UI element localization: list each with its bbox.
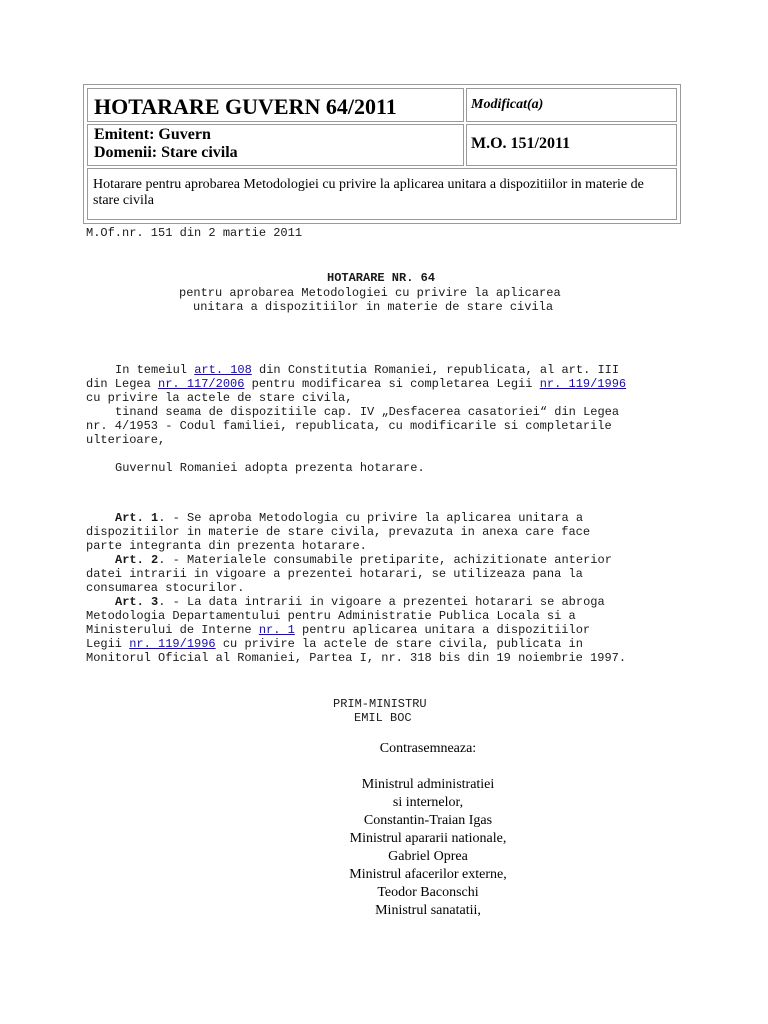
- link-lege-117-2006[interactable]: nr. 117/2006: [158, 377, 245, 391]
- signature-line: Constantin-Traian Igas: [363, 813, 493, 828]
- signature-line: Ministrul afacerilor externe,: [349, 867, 507, 882]
- link-art-108[interactable]: art. 108: [194, 363, 252, 377]
- modified-cell: [466, 88, 677, 122]
- link-lege-119-1996-b[interactable]: nr. 119/1996: [129, 637, 216, 651]
- article-3-line-3: [86, 623, 590, 637]
- header-table: [83, 84, 681, 224]
- article-2-line-3: consumarea stocurilor.: [86, 581, 245, 595]
- link-lege-119-1996[interactable]: nr. 119/1996: [539, 377, 627, 391]
- text: In temeiul: [115, 363, 195, 377]
- preamble-line-6: ulterioare,: [86, 433, 166, 447]
- article-3-line-2: Metodologia Departamentului pentru Administratie Publica Locala si a: [86, 609, 576, 623]
- preamble-line-1: [115, 363, 619, 377]
- article-1-line-1: [115, 511, 583, 525]
- signature-line: Ministrul sanatatii,: [375, 903, 481, 918]
- description-cell: [87, 168, 677, 220]
- article-2-line-1: [115, 553, 612, 567]
- preamble-adopt: Guvernul Romaniei adopta prezenta hotarare.: [115, 461, 425, 475]
- article-2-label: Art. 2: [115, 553, 159, 567]
- countersignatures: [330, 740, 526, 920]
- article-1-line-3: parte integranta din prezenta hotarare.: [86, 539, 367, 553]
- text: pentru aplicarea unitara a dispozitiilor: [294, 623, 591, 637]
- text: . - La data intrarii in vigoare a prezentei hotarari se abroga: [158, 595, 605, 609]
- emitent-label: Emitent: Guvern: [94, 126, 211, 143]
- title-cell: [87, 88, 464, 122]
- monitor-oficial: M.O. 151/2011: [471, 135, 571, 152]
- decision-subtitle-1: pentru aprobarea Metodologiei cu privire la aplicarea: [179, 286, 561, 300]
- document-description: Hotarare pentru aprobarea Metodologiei cu privire la aplicarea unitara a dispozitiilor in materie de stare civila: [93, 177, 644, 208]
- preamble-line-2: [86, 377, 626, 391]
- article-1-label: Art. 1: [115, 511, 159, 525]
- article-3-line-4: [86, 637, 583, 651]
- signature-line: Teodor Baconschi: [377, 885, 479, 900]
- text: cu privire la actele de stare civila, publicata in: [215, 637, 583, 651]
- monitor-cell: [466, 124, 677, 166]
- signature-line: Ministrul apararii nationale,: [349, 831, 507, 846]
- article-1-line-2: dispozitiilor in materie de stare civila, prevazuta in anexa care face: [86, 525, 591, 539]
- text: . - Se aproba Metodologia cu privire la aplicarea unitara a: [158, 511, 584, 525]
- prime-minister-title: PRIM-MINISTRU: [333, 697, 427, 711]
- link-nr-1[interactable]: nr. 1: [258, 623, 295, 637]
- article-2-line-2: datei intrarii in vigoare a prezentei hotarari, se utilizeaza pana la: [86, 567, 583, 581]
- text: Legii: [86, 637, 130, 651]
- text: din Constitutia Romaniei, republicata, al art. III: [251, 363, 620, 377]
- prime-minister-name: EMIL BOC: [354, 711, 412, 725]
- article-3-line-5: Monitorul Oficial al Romaniei, Partea I, nr. 318 bis din 19 noiembrie 1997.: [86, 651, 627, 665]
- mof-line: M.Of.nr. 151 din 2 martie 2011: [86, 226, 303, 240]
- text: Ministerului de Interne: [86, 623, 259, 637]
- signature-line: Ministrul administratiei: [361, 777, 495, 792]
- text: . - Materialele consumabile pretiparite, achizitionate anterior: [158, 553, 612, 567]
- article-3-line-1: [115, 595, 605, 609]
- decision-subtitle-2: unitara a dispozitiilor in materie de stare civila: [193, 300, 554, 314]
- document-title: HOTARARE GUVERN 64/2011: [94, 94, 397, 119]
- emitent-cell: [87, 124, 464, 166]
- text: pentru modificarea si completarea Legii: [244, 377, 540, 391]
- signature-line: Gabriel Oprea: [388, 849, 468, 864]
- preamble-line-5: nr. 4/1953 - Codul familiei, republicata, cu modificarile si completarile: [86, 419, 612, 433]
- preamble-line-4: tinand seama de dispozitiile cap. IV „Desfacerea casatoriei“ din Legea: [115, 405, 620, 419]
- decision-heading: HOTARARE NR. 64: [327, 271, 436, 285]
- domenii-label: Domenii: Stare civila: [94, 144, 238, 161]
- modified-status: Modificat(a): [471, 97, 544, 112]
- preamble-line-3: cu privire la actele de stare civila,: [86, 391, 353, 405]
- text: din Legea: [86, 377, 159, 391]
- countersign-heading: Contrasemneaza:: [379, 741, 477, 756]
- article-3-label: Art. 3: [115, 595, 159, 609]
- signature-line: si internelor,: [392, 795, 464, 810]
